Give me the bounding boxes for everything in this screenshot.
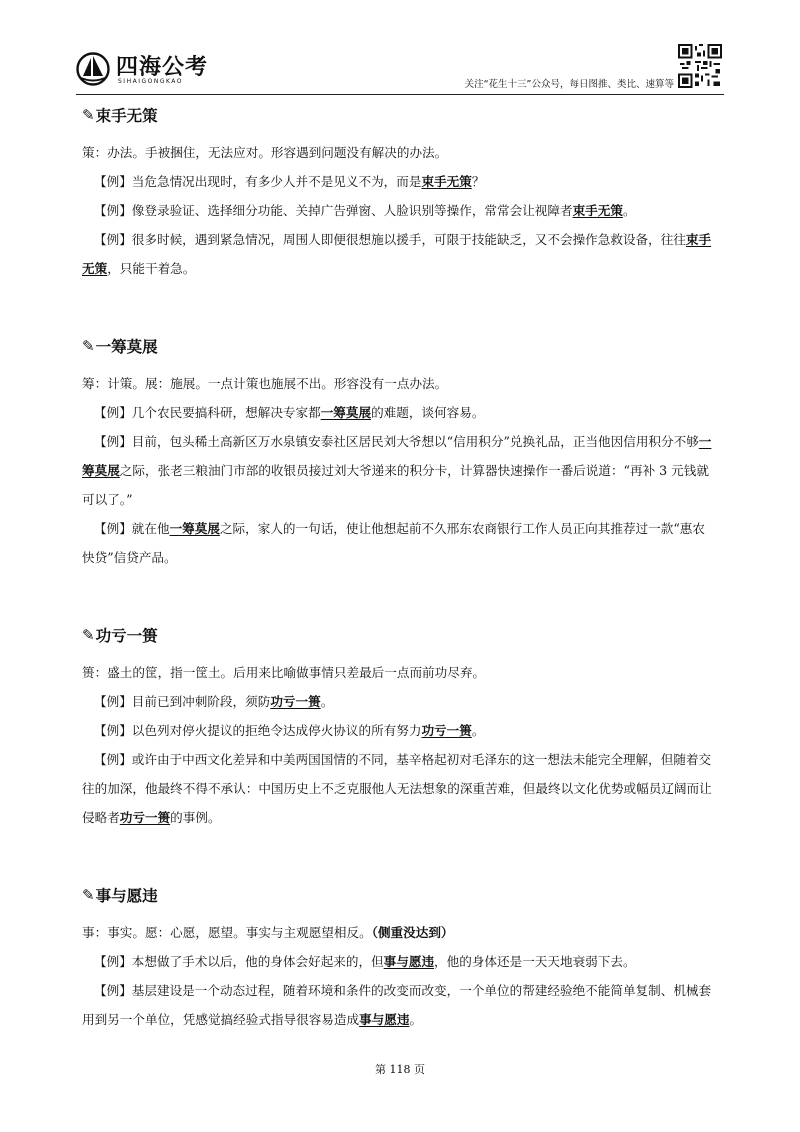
idiom-entry: [82, 335, 716, 572]
pencil-icon: ✎: [82, 626, 95, 644]
idiom-entry: [82, 884, 716, 1034]
idiom-highlight: 束手无策: [421, 174, 472, 189]
idiom-entry: [82, 624, 716, 832]
example-sentence: 【例】很多时候，遇到紧急情况，周围人即便很想施以援手，可限于技能缺乏，又不会操作急救设备，往往束手无策，只能干着急。: [82, 232, 712, 276]
example-sentence: 【例】当危急情况出现时，有多少人并不是见义不为，而是束手无策？: [94, 174, 485, 189]
pencil-icon: ✎: [82, 886, 95, 904]
idiom-highlight: 一筹莫展: [82, 434, 712, 478]
definition-emphasis: （侧重没达到）: [371, 925, 454, 940]
header-tagline: 关注“花生十三”公众号，每日图推、类比、速算等: [464, 79, 674, 90]
logo: [76, 46, 226, 94]
entry-definition: 事：事实。愿：心愿，愿望。事实与主观愿望相反。（侧重没达到）: [82, 925, 454, 940]
idiom-highlight: 事与愿违: [383, 954, 435, 969]
entry-definition: 筹：计策。展：施展。一点计策也施展不出。形容没有一点办法。: [82, 376, 448, 391]
pencil-icon: ✎: [82, 337, 95, 355]
page-content: [82, 104, 716, 1034]
header-divider: [76, 94, 724, 95]
entry-definition: 策：办法。手被捆住，无法应对。形容遇到问题没有解决的办法。: [82, 145, 448, 160]
entry-definition: 篑：盛土的筐，指一筐土。后用来比喻做事情只差最后一点而前功尽弃。: [82, 665, 485, 680]
entry-title: ✎ 功亏一篑: [82, 626, 158, 645]
entry-title: ✎ 一筹莫展: [82, 337, 158, 356]
idiom-highlight: 束手无策: [572, 203, 623, 218]
idiom-highlight: 束手无策: [82, 232, 712, 276]
example-sentence: 【例】目前已到冲刺阶段，须防功亏一篑。: [94, 694, 334, 709]
example-sentence: 【例】本想做了手术以后，他的身体会好起来的，但事与愿违，他的身体还是一天天地衰弱下去。: [94, 954, 636, 969]
idiom-highlight: 功亏一篑: [421, 723, 472, 738]
example-sentence: 【例】几个农民要搞科研，想解决专家都一筹莫展的难题，谈何容易。: [94, 405, 485, 420]
example-sentence: 【例】或许由于中西文化差异和中美两国国情的不同，基辛格起初对毛泽东的这一想法未能完全理解，但随着交往的加深，他最终不得不承认：中国历史上不乏克服他人无法想象的深重苦难，但最终以文化优势或幅员辽阔而让侵略者功亏一篑的事例。: [82, 752, 712, 825]
idiom-highlight: 功亏一篑: [119, 810, 171, 825]
idiom-highlight: 事与愿违: [359, 1012, 410, 1027]
example-sentence: 【例】就在他一筹莫展之际，家人的一句话，使让他想起前不久邢东农商银行工作人员正向其推荐过一款“惠农快贷”信贷产品。: [82, 521, 705, 565]
page-number: 第 118 页: [375, 1063, 425, 1076]
example-sentence: 【例】目前，包头稀土高新区万水泉镇安泰社区居民刘大爷想以“信用积分”兑换礼品，正当他因信用积分不够一筹莫展之际，张老三粮油门市部的收银员接过刘大爷递来的积分卡，计算器快速操作一番后说道：“再补 3 元钱就可以了。”: [82, 434, 712, 507]
entry-title: ✎ 束手无策: [82, 106, 158, 125]
page-header: [0, 0, 800, 100]
logo-text: 四海公考: [116, 55, 209, 80]
example-sentence: 【例】以色列对停火提议的拒绝令达成停火协议的所有努力功亏一篑。: [94, 723, 485, 738]
example-sentence: 【例】像登录验证、选择细分功能、关掉广告弹窗、人脸识别等操作，常常会让视障者束手无策。: [94, 203, 636, 218]
idiom-highlight: 一筹莫展: [169, 521, 220, 536]
idiom-highlight: 一筹莫展: [320, 405, 372, 420]
idiom-entry: [82, 104, 716, 283]
pencil-icon: ✎: [82, 106, 95, 124]
entry-title: ✎ 事与愿违: [82, 886, 158, 905]
example-sentence: 【例】基层建设是一个动态过程，随着环境和条件的改变而改变，一个单位的帮建经验绝不能简单复制、机械套用到另一个单位，凭感觉搞经验式指导很容易造成事与愿违。: [82, 983, 712, 1027]
logo-subtext: SIHAIGONGKAO: [118, 78, 184, 85]
sailboat-logo-icon: [76, 52, 110, 86]
qr-code-icon: [678, 44, 722, 88]
idiom-highlight: 功亏一篑: [270, 694, 321, 709]
